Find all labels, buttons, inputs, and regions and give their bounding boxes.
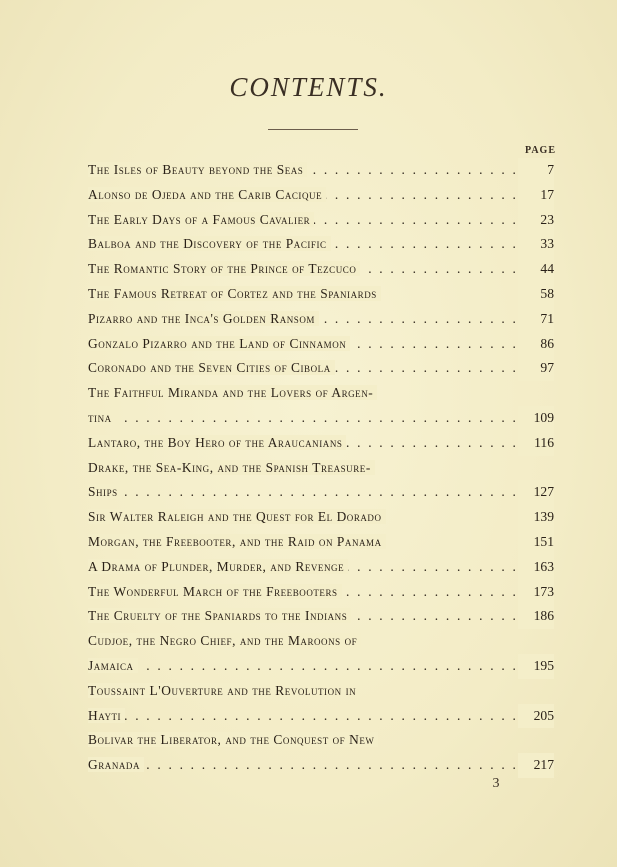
entry-title: Balboa and the Discovery of the Pacific (88, 236, 331, 251)
entry-page-number: 71 (518, 307, 554, 332)
contents-entry (88, 158, 554, 183)
entry-page-number: 109 (518, 406, 554, 431)
contents-entry (88, 604, 554, 629)
entry-page-number: 195 (518, 654, 554, 679)
entry-title: Pizarro and the Inca's Golden Ransom (88, 311, 319, 326)
entry-title: The Famous Retreat of Cortez and the Spaniards (88, 286, 381, 301)
entry-title: Gonzalo Pizarro and the Land of Cinnamon (88, 336, 350, 351)
entry-title: The Wonderful March of the Freebooters (88, 584, 342, 599)
contents-entry (88, 257, 554, 282)
contents-entry (88, 505, 554, 530)
contents-entry (88, 480, 554, 505)
contents-entry (88, 555, 554, 580)
entry-page-number: 173 (518, 580, 554, 605)
entry-title: Lantaro, the Boy Hero of the Araucanians (88, 435, 346, 450)
page-number: 3 (492, 776, 500, 791)
entry-title: The Faithful Miranda and the Lovers of Argen- (88, 385, 377, 400)
entry-title: Sir Walter Raleigh and the Quest for El Dorado (88, 509, 386, 524)
entry-title: A Drama of Plunder, Murder, and Revenge (88, 559, 348, 574)
contents-entry (88, 679, 554, 704)
contents-entry (88, 307, 554, 332)
entry-title: Alonso de Ojeda and the Carib Cacique (88, 187, 326, 202)
entry-title: Drake, the Sea-King, and the Spanish Treasure- (88, 460, 375, 475)
entry-page-number: 23 (518, 208, 554, 233)
title-rule (268, 129, 358, 130)
entry-title: Bolivar the Liberator, and the Conquest of New (88, 732, 378, 747)
contents-entry (88, 530, 554, 555)
contents-entry (88, 332, 554, 357)
entry-page-number: 33 (518, 232, 554, 257)
entry-title: Jamaica (88, 658, 138, 673)
contents-entry (88, 232, 554, 257)
entry-page-number: 44 (518, 257, 554, 282)
entry-title: Morgan, the Freebooter, and the Raid on Panama (88, 534, 386, 549)
entry-title: Cudjoe, the Negro Chief, and the Maroons of (88, 633, 361, 648)
entry-page-number: 97 (518, 356, 554, 381)
entry-title: Hayti (88, 708, 125, 723)
contents-entry (88, 282, 554, 307)
contents-entry (88, 381, 554, 406)
entry-title: tina (88, 410, 116, 425)
entry-title: The Cruelty of the Spaniards to the Indians (88, 608, 351, 623)
contents-entry (88, 580, 554, 605)
entry-page-number: 139 (518, 505, 554, 530)
entry-page-number: 205 (518, 704, 554, 729)
entry-title: The Isles of Beauty beyond the Seas (88, 162, 307, 177)
contents-entry (88, 208, 554, 233)
entry-page-number: 116 (518, 431, 554, 456)
entry-page-number: 186 (518, 604, 554, 629)
entry-page-number: 163 (518, 555, 554, 580)
entry-title: Toussaint L'Ouverture and the Revolution in (88, 683, 360, 698)
page-column-label: PAGE (524, 145, 556, 156)
entry-title: Coronado and the Seven Cities of Cibola (88, 360, 335, 375)
entry-title: Ships (88, 484, 122, 499)
contents-entry (88, 728, 554, 753)
contents-entry (88, 406, 554, 431)
contents-entry (88, 431, 554, 456)
entry-title: The Early Days of a Famous Cavalier (88, 212, 314, 227)
contents-entry (88, 629, 554, 654)
entry-page-number: 217 (518, 753, 554, 778)
entry-title: Granada (88, 757, 144, 772)
contents-entry (88, 183, 554, 208)
entry-page-number: 86 (518, 332, 554, 357)
entry-page-number: 7 (518, 158, 554, 183)
contents-entry (88, 654, 554, 679)
entry-title: The Romantic Story of the Prince of Tezcuco (88, 261, 360, 276)
page-title: CONTENTS. (229, 72, 388, 102)
entry-page-number: 127 (518, 480, 554, 505)
contents-entry (88, 753, 554, 778)
contents-entry (88, 456, 554, 481)
contents-entry (88, 356, 554, 381)
entry-page-number: 58 (518, 282, 554, 307)
contents-list (88, 158, 554, 778)
entry-page-number: 151 (518, 530, 554, 555)
entry-page-number: 17 (518, 183, 554, 208)
contents-entry (88, 704, 554, 729)
